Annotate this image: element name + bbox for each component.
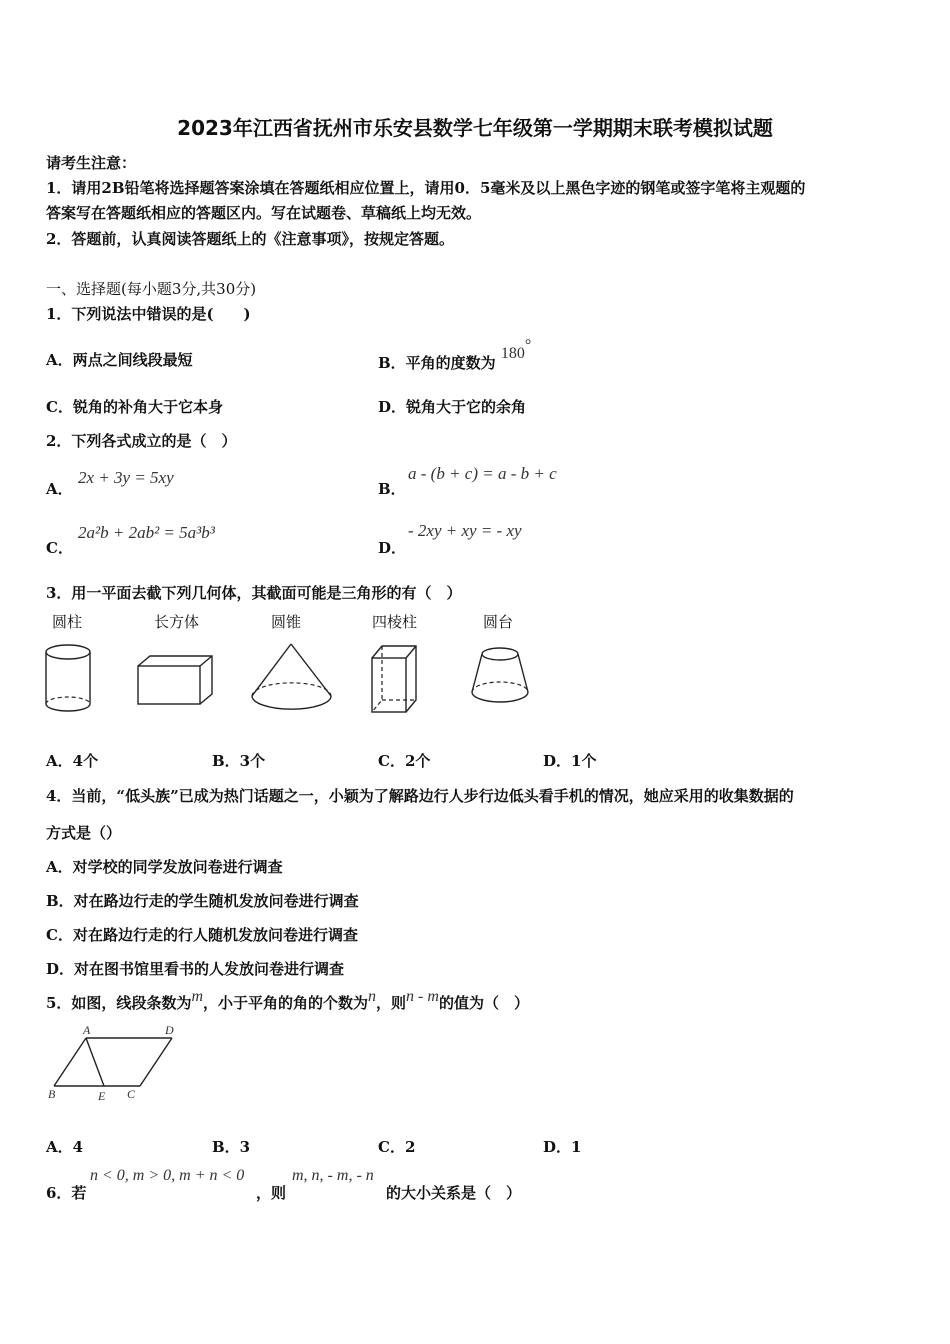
q1-option-d[interactable]: D．锐角大于它的余角 xyxy=(378,398,527,416)
q3-option-b[interactable]: B．3个 xyxy=(212,752,266,770)
q2-stem: 2．下列各式成立的是（ ） xyxy=(46,432,237,450)
cone-shape xyxy=(252,644,331,709)
q2-option-a-math: 2x + 3y = 5xy xyxy=(78,468,174,487)
q2-option-b-label[interactable]: B． xyxy=(378,480,406,498)
q4-option-a[interactable]: A．对学校的同学发放问卷进行调查 xyxy=(46,858,283,876)
q3-option-d[interactable]: D．1个 xyxy=(543,752,597,770)
q5-option-d[interactable]: D．1 xyxy=(543,1138,582,1156)
q3-stem: 3．用一平面去截下列几何体，其截面可能是三角形的有（ ） xyxy=(46,584,462,602)
q5-var-m: m xyxy=(191,988,204,1005)
shape-label-frustum: 圆台 xyxy=(483,614,514,631)
shape-label-cone: 圆锥 xyxy=(271,614,302,631)
q2-option-c-math: 2a²b + 2ab² = 5a³b³ xyxy=(78,523,215,542)
prism-shape xyxy=(372,646,416,712)
q4-option-d[interactable]: D．对在图书馆里看书的人发放问卷进行调查 xyxy=(46,960,345,978)
page-title: 2023年江西省抚州市乐安县数学七年级第一学期期末联考模拟试题 xyxy=(177,116,773,140)
q1-option-b-math: 180 xyxy=(500,345,525,362)
q3-shapes-figure xyxy=(40,640,540,720)
fig-label-b: B xyxy=(48,1087,56,1101)
q5-var-n: n xyxy=(368,988,377,1005)
fig-label-d: D xyxy=(165,1023,174,1037)
fig-label-a: A xyxy=(83,1023,91,1037)
q6-condition: n < 0, m > 0, m + n < 0 xyxy=(90,1167,245,1184)
shape-label-cylinder: 圆柱 xyxy=(52,614,83,631)
section-heading: 一、选择题(每小题3分,共30分) xyxy=(46,280,257,298)
q3-option-c[interactable]: C．2个 xyxy=(378,752,431,770)
q4-stem: 4．当前，“低头族”已成为热门话题之一，小颖为了解路边行人步行边低头看手机的情况，她应采用的收集数据的 xyxy=(46,787,794,805)
q6-post: 的大小关系是（ ） xyxy=(386,1184,522,1202)
q6-pre: 6．若 xyxy=(46,1184,87,1202)
q5-expr: n - m xyxy=(406,988,439,1005)
q5-stem-mid: ，小于平角的角的个数为 xyxy=(203,994,369,1012)
q1-option-a[interactable]: A．两点之间线段最短 xyxy=(46,351,193,369)
notice-line-1b: 答案写在答题纸相应的答题区内。写在试题卷、草稿纸上均无效。 xyxy=(46,204,482,222)
q1-option-b[interactable] xyxy=(378,337,532,373)
notice-heading: 请考生注意： xyxy=(46,154,137,172)
q5-stem-pre: 5．如图，线段条数为 xyxy=(46,994,192,1012)
notice-line-1: 1．请用2B铅笔将选择题答案涂填在答题纸相应位置上，请用0．5毫米及以上黑色字迹的钢笔或签字笔将主观题的 xyxy=(46,179,806,197)
frustum-shape xyxy=(472,648,528,702)
q3-option-a[interactable]: A．4个 xyxy=(46,752,99,770)
q4-option-c[interactable]: C．对在路边行走的行人随机发放问卷进行调查 xyxy=(46,926,358,944)
q5-stem-mid2: ，则 xyxy=(376,994,407,1012)
q1-option-b-degree: ° xyxy=(524,337,532,354)
q5-figure xyxy=(44,1022,184,1106)
q1-stem: 1．下列说法中错误的是( ) xyxy=(46,305,251,323)
q5-stem xyxy=(46,988,529,1013)
shape-label-cuboid: 长方体 xyxy=(154,614,200,631)
notice-line-2: 2．答题前，认真阅读答题纸上的《注意事项》，按规定答题。 xyxy=(46,230,454,248)
q2-option-b-math: a - (b + c) = a - b + c xyxy=(408,464,557,483)
q6-vars: m, n, - m, - n xyxy=(292,1167,374,1184)
q5-stem-post: 的值为（ ） xyxy=(438,994,529,1012)
fig-label-e: E xyxy=(98,1089,106,1103)
cuboid-shape xyxy=(138,656,212,704)
q2-option-c-label[interactable]: C． xyxy=(46,539,73,557)
fig-label-c: C xyxy=(127,1087,136,1101)
q2-option-d-label[interactable]: D． xyxy=(378,539,407,557)
q1-option-b-text: B．平角的度数为 xyxy=(378,354,496,372)
q4-stem-2: 方式是（） xyxy=(46,824,122,842)
q2-option-a-label[interactable]: A． xyxy=(46,480,73,498)
shape-label-prism: 四棱柱 xyxy=(372,614,418,631)
q5-option-b[interactable]: B．3 xyxy=(212,1138,251,1156)
q5-option-a[interactable]: A．4 xyxy=(46,1138,84,1156)
cylinder-shape xyxy=(46,645,90,711)
q2-option-d-math: - 2xy + xy = - xy xyxy=(408,521,522,540)
q5-option-c[interactable]: C．2 xyxy=(378,1138,416,1156)
q1-option-c[interactable]: C．锐角的补角大于它本身 xyxy=(46,398,223,416)
q4-option-b[interactable]: B．对在路边行走的学生随机发放问卷进行调查 xyxy=(46,892,359,910)
q6-mid: ，则 xyxy=(256,1184,287,1202)
